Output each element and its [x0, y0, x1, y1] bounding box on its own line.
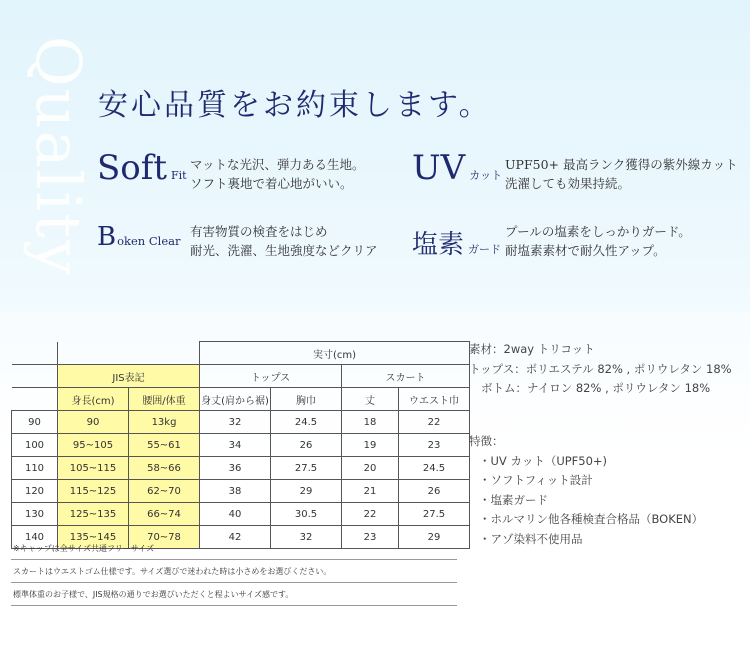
feature-uv-main: UV	[412, 148, 466, 188]
feature-soft-text	[190, 155, 365, 193]
cell-skirt-length: 21	[342, 480, 399, 503]
spec-features	[469, 432, 703, 549]
quality-watermark: Quality	[22, 35, 96, 278]
cell-length: 34	[200, 434, 271, 457]
col-skirt-length: 丈	[342, 388, 399, 411]
note-skirt: スカートはウエストゴム仕様です。サイズ選びで迷われた時は小さめをお選びください。	[11, 561, 457, 583]
cell-length: 36	[200, 457, 271, 480]
cell-length: 40	[200, 503, 271, 526]
spec-feature-item: ・ソフトフィット設計	[479, 473, 593, 487]
spec-feature-item: ・UV カット（UPF50+)	[479, 453, 608, 468]
cell-length: 38	[200, 480, 271, 503]
cell-waist: 27.5	[399, 503, 470, 526]
col-length: 身丈(肩から裾)	[200, 388, 271, 411]
note-cap: ※キャップは全サイズ共通フリーサイズ	[11, 538, 457, 560]
cell-length: 32	[200, 411, 271, 434]
cell-waist: 29	[399, 526, 470, 549]
feature-uv-line1: UPF50+ 最高ランク獲得の紫外線カット	[505, 157, 738, 172]
cell-size: 110	[12, 457, 58, 480]
spec-bottoms: ボトム：ナイロン 82% , ポリウレタン 18%	[481, 381, 711, 395]
cell-size: 130	[12, 503, 58, 526]
feature-chlorine-title	[412, 224, 501, 261]
cell-size: 120	[12, 480, 58, 503]
header-actual: 実寸(cm)	[200, 342, 470, 365]
feature-soft-title	[97, 148, 187, 188]
feature-boken-title	[97, 222, 181, 252]
feature-uv-sub: カット	[469, 169, 503, 182]
cell-skirt-length: 23	[342, 526, 399, 549]
feature-boken-line1: 有害物質の検査をはじめ	[190, 224, 328, 239]
spec-features-label: 特徴：	[469, 434, 504, 448]
cell-waist: 23	[399, 434, 470, 457]
cell-height: 95~105	[58, 434, 129, 457]
cell-waist-weight: 13kg	[129, 411, 200, 434]
feature-chlorine-line2: 耐塩素素材で耐久性アップ。	[505, 243, 666, 258]
size-table	[11, 341, 470, 549]
feature-uv-text	[505, 155, 738, 193]
cell-chest: 32	[271, 526, 342, 549]
cell-waist-weight: 62~70	[129, 480, 200, 503]
cell-chest: 29	[271, 480, 342, 503]
note-jis: 標準体重のお子様で、JIS規格の通りでお選びいただくと程よいサイズ感です。	[11, 584, 457, 606]
table-corner-2	[12, 365, 58, 388]
cell-chest: 24.5	[271, 411, 342, 434]
feature-chlorine-main: 塩素	[412, 230, 465, 260]
header-skirt: スカート	[342, 365, 470, 388]
col-chest: 胸巾	[271, 388, 342, 411]
col-waist-weight: 腰囲/体重	[129, 388, 200, 411]
cell-size: 90	[12, 411, 58, 434]
cell-chest: 26	[271, 434, 342, 457]
spec-feature-item: ・アゾ染料不使用品	[479, 531, 583, 546]
table-blank-header	[58, 342, 200, 365]
cell-height: 105~115	[58, 457, 129, 480]
table-row	[12, 480, 470, 503]
cell-chest: 27.5	[271, 457, 342, 480]
table-row	[12, 457, 470, 480]
spec-block	[469, 340, 732, 399]
cell-size: 140	[12, 526, 58, 549]
feature-soft-sub: Fit	[171, 169, 187, 182]
page-headline: 安心品質をお約束します。	[98, 88, 492, 123]
table-row	[12, 434, 470, 457]
cell-waist-weight: 66~74	[129, 503, 200, 526]
header-jis: JIS表記	[58, 365, 200, 388]
table-corner	[12, 342, 58, 365]
spec-tops: トップス：ポリエステル 82% , ポリウレタン 18%	[469, 361, 732, 376]
table-row	[12, 411, 470, 434]
feature-boken-line2: 耐光、洗濯、生地強度などクリア	[190, 243, 378, 258]
feature-boken-sub: oken Clear	[117, 234, 181, 248]
cell-height: 115~125	[58, 480, 129, 503]
cell-waist-weight: 58~66	[129, 457, 200, 480]
feature-soft-line2: ソフト裏地で着心地がいい。	[190, 176, 353, 191]
feature-soft-main: Soft	[97, 148, 168, 188]
feature-soft-line1: マットな光沢、弾力ある生地。	[190, 157, 365, 172]
cell-size: 100	[12, 434, 58, 457]
cell-waist: 26	[399, 480, 470, 503]
cell-skirt-length: 19	[342, 434, 399, 457]
feature-chlorine-line1: プールの塩素をしっかりガード。	[505, 224, 691, 239]
spec-material: 素材：2way トリコット	[469, 342, 595, 356]
feature-boken-main: B	[97, 222, 117, 252]
cell-skirt-length: 22	[342, 503, 399, 526]
col-height: 身長(cm)	[58, 388, 129, 411]
header-tops: トップス	[200, 365, 342, 388]
cell-waist: 24.5	[399, 457, 470, 480]
feature-chlorine-sub: ガード	[468, 243, 502, 256]
cell-skirt-length: 18	[342, 411, 399, 434]
cell-height: 135~145	[58, 526, 129, 549]
cell-height: 125~135	[58, 503, 129, 526]
feature-chlorine-text	[505, 222, 691, 260]
cell-waist: 22	[399, 411, 470, 434]
feature-boken-text	[190, 222, 378, 260]
cell-chest: 30.5	[271, 503, 342, 526]
cell-waist-weight: 55~61	[129, 434, 200, 457]
cell-skirt-length: 20	[342, 457, 399, 480]
feature-uv-line2: 洗濯しても効果持続。	[505, 176, 631, 191]
table-corner-3	[12, 388, 58, 411]
table-row	[12, 503, 470, 526]
spec-feature-item: ・塩素ガード	[479, 492, 548, 507]
cell-height: 90	[58, 411, 129, 434]
cell-length: 42	[200, 526, 271, 549]
col-waist: ウエスト巾	[399, 388, 470, 411]
spec-feature-item: ・ホルマリン他各種検査合格品（BOKEN）	[479, 512, 704, 526]
feature-uv-title	[412, 148, 502, 188]
cell-waist-weight: 70~78	[129, 526, 200, 549]
